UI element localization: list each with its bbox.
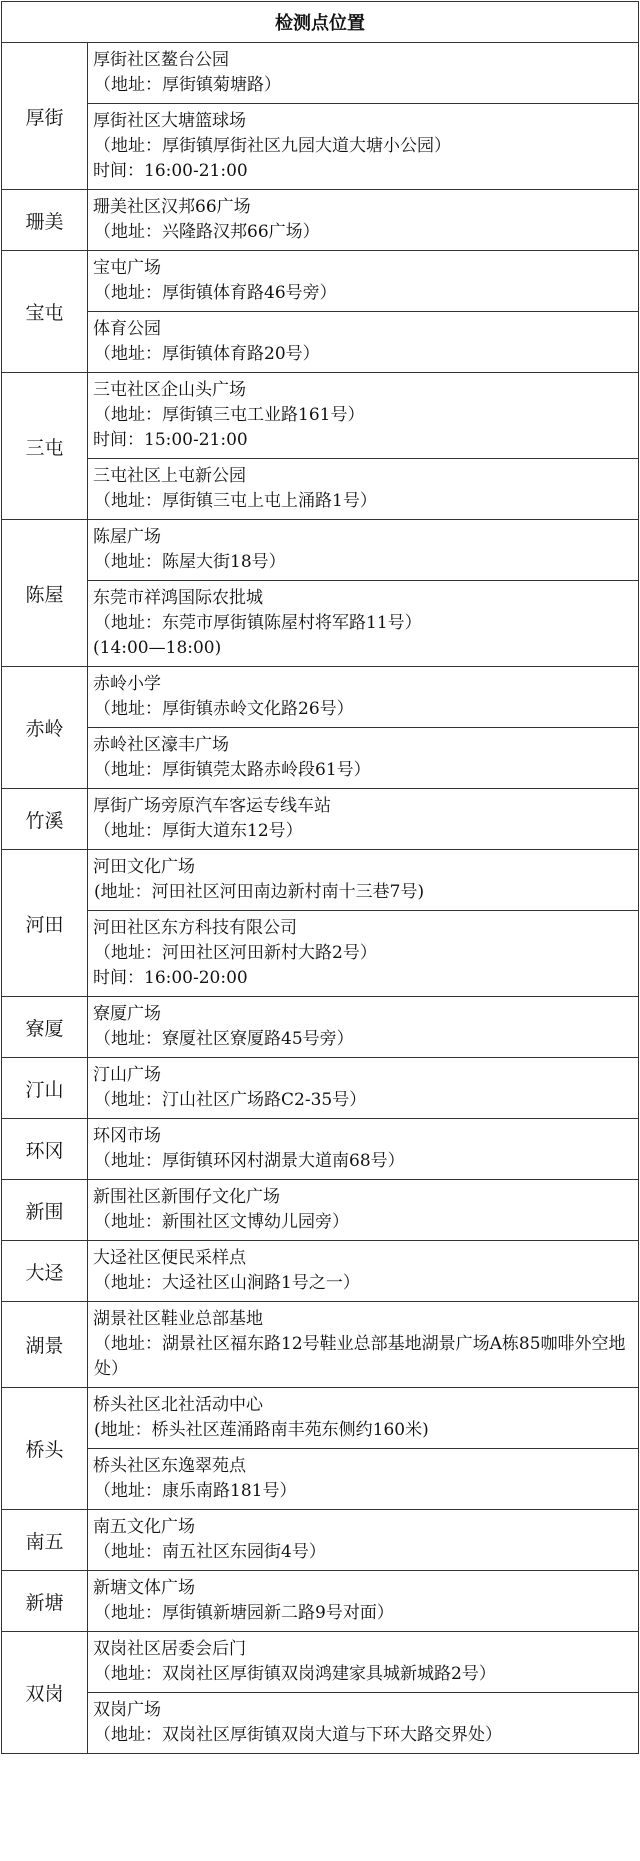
site-address: （地址：厚街镇新塘园新二路9号对面） xyxy=(94,1603,394,1623)
site-name: 厚街广场旁原汽车客运专线车站 xyxy=(93,796,331,816)
table-row xyxy=(2,1241,639,1302)
header-row xyxy=(2,2,639,43)
site-address: （地址：厚街镇莞太路赤岭段61号） xyxy=(94,760,371,780)
table-row xyxy=(2,1302,639,1388)
site-name: 陈屋广场 xyxy=(93,527,161,547)
site-name: 东莞市祥鸿国际农批城 xyxy=(93,588,263,608)
area-name: 陈屋 xyxy=(2,520,88,667)
site-address: （地址：汀山社区广场路C2-35号） xyxy=(94,1090,367,1110)
site-cell xyxy=(88,1632,639,1693)
site-address: （地址：厚街镇体育路20号） xyxy=(94,344,320,364)
site-name: 环冈市场 xyxy=(93,1126,161,1146)
site-cell xyxy=(88,789,639,850)
table-row xyxy=(2,1632,639,1693)
site-hours: 时间：15:00-21:00 xyxy=(93,430,248,450)
site-address: （地址：双岗社区厚街镇双岗大道与下环大路交界处） xyxy=(94,1725,502,1745)
site-cell xyxy=(88,997,639,1058)
site-name: 河田文化广场 xyxy=(93,857,195,877)
site-cell xyxy=(88,1058,639,1119)
site-address: （地址：厚街镇体育路46号旁） xyxy=(94,283,337,303)
area-name: 河田 xyxy=(2,850,88,997)
area-name: 双岗 xyxy=(2,1632,88,1754)
site-name: 大迳社区便民采样点 xyxy=(93,1248,246,1268)
table-row xyxy=(2,667,639,728)
table-row xyxy=(2,728,639,789)
site-address: （地址：南五社区东园街4号） xyxy=(94,1542,326,1562)
area-name: 珊美 xyxy=(2,190,88,251)
site-cell xyxy=(88,1302,639,1388)
site-cell xyxy=(88,251,639,312)
table-row xyxy=(2,312,639,373)
site-name: 新塘文体广场 xyxy=(93,1578,195,1598)
area-name: 环冈 xyxy=(2,1119,88,1180)
site-cell xyxy=(88,520,639,581)
area-name: 寮厦 xyxy=(2,997,88,1058)
table-row xyxy=(2,850,639,911)
area-name: 厚街 xyxy=(2,43,88,190)
site-name: 湖景社区鞋业总部基地 xyxy=(93,1309,263,1329)
site-name: 厚街社区鳌台公园 xyxy=(93,50,229,70)
area-name: 赤岭 xyxy=(2,667,88,789)
site-cell xyxy=(88,104,639,190)
site-name: 寮厦广场 xyxy=(93,1004,161,1024)
table-row xyxy=(2,997,639,1058)
site-address: （地址：河田社区河田新村大路2号） xyxy=(94,943,377,963)
table-row xyxy=(2,43,639,104)
site-name: 三屯社区上屯新公园 xyxy=(93,466,246,486)
site-cell xyxy=(88,1449,639,1510)
site-address: (地址：河田社区河田南边新村南十三巷7号) xyxy=(94,882,425,902)
site-address: （地址：新围社区文博幼儿园旁） xyxy=(94,1212,349,1232)
site-cell xyxy=(88,667,639,728)
site-cell xyxy=(88,728,639,789)
site-cell xyxy=(88,1119,639,1180)
site-name: 体育公园 xyxy=(93,319,161,339)
site-hours: 时间：16:00-21:00 xyxy=(93,161,248,181)
table-row xyxy=(2,1571,639,1632)
table-body xyxy=(2,43,639,1754)
site-name: 赤岭小学 xyxy=(93,674,161,694)
site-address: （地址：大迳社区山涧路1号之一） xyxy=(94,1273,360,1293)
site-address: （地址：厚街镇三屯上屯上涌路1号） xyxy=(94,491,377,511)
site-name: 双岗社区居委会后门 xyxy=(93,1639,246,1659)
site-cell xyxy=(88,1180,639,1241)
table-row xyxy=(2,1510,639,1571)
site-address: （地址：厚街镇赤岭文化路26号） xyxy=(94,699,354,719)
site-address: （地址：湖景社区福东路12号鞋业总部基地湖景广场A栋85咖啡外空地处） xyxy=(94,1334,626,1379)
table-row xyxy=(2,1388,639,1449)
site-name: 新围社区新围仔文化广场 xyxy=(93,1187,280,1207)
site-cell xyxy=(88,1388,639,1449)
site-hours: (14:00—18:00) xyxy=(93,638,222,658)
site-cell xyxy=(88,1510,639,1571)
site-name: 赤岭社区濠丰广场 xyxy=(93,735,229,755)
table-row xyxy=(2,789,639,850)
site-address: （地址：寮厦社区寮厦路45号旁） xyxy=(94,1029,354,1049)
site-name: 汀山广场 xyxy=(93,1065,161,1085)
site-name: 桥头社区东逸翠苑点 xyxy=(93,1456,246,1476)
area-name: 湖景 xyxy=(2,1302,88,1388)
table-row xyxy=(2,520,639,581)
table-row xyxy=(2,911,639,997)
site-address: （地址：陈屋大街18号） xyxy=(94,552,286,572)
area-name: 三屯 xyxy=(2,373,88,520)
site-name: 宝屯广场 xyxy=(93,258,161,278)
site-address: （地址：双岗社区厚街镇双岗鸿建家具城新城路2号） xyxy=(94,1664,496,1684)
area-name: 新塘 xyxy=(2,1571,88,1632)
area-name: 宝屯 xyxy=(2,251,88,373)
table-row xyxy=(2,190,639,251)
area-name: 桥头 xyxy=(2,1388,88,1510)
site-cell xyxy=(88,1571,639,1632)
site-address: （地址：厚街镇三屯工业路161号） xyxy=(94,405,365,425)
site-hours: 时间：16:00-20:00 xyxy=(93,968,248,988)
table-row xyxy=(2,104,639,190)
site-name: 三屯社区企山头广场 xyxy=(93,380,246,400)
site-cell xyxy=(88,459,639,520)
table-row xyxy=(2,581,639,667)
site-cell xyxy=(88,850,639,911)
site-address: （地址：东莞市厚街镇陈屋村将军路11号） xyxy=(94,613,422,633)
site-name: 桥头社区北社活动中心 xyxy=(93,1395,263,1415)
site-address: （地址：兴隆路汉邦66广场） xyxy=(94,222,320,242)
table-row xyxy=(2,373,639,459)
site-name: 双岗广场 xyxy=(93,1700,161,1720)
site-cell xyxy=(88,911,639,997)
area-name: 竹溪 xyxy=(2,789,88,850)
site-name: 厚街社区大塘篮球场 xyxy=(93,111,246,131)
site-name: 河田社区东方科技有限公司 xyxy=(93,918,297,938)
site-address: （地址：厚街大道东12号） xyxy=(94,821,303,841)
area-name: 汀山 xyxy=(2,1058,88,1119)
area-name: 新围 xyxy=(2,1180,88,1241)
testing-sites-table xyxy=(1,1,639,1754)
site-cell xyxy=(88,1693,639,1754)
table-row xyxy=(2,251,639,312)
table-row xyxy=(2,459,639,520)
site-cell xyxy=(88,312,639,373)
site-cell xyxy=(88,1241,639,1302)
site-address: （地址：康乐南路181号） xyxy=(94,1481,297,1501)
area-name: 大迳 xyxy=(2,1241,88,1302)
table-row xyxy=(2,1058,639,1119)
site-address: （地址：厚街镇环冈村湖景大道南68号） xyxy=(94,1151,405,1171)
table-row xyxy=(2,1180,639,1241)
site-address: (地址：桥头社区莲涌路南丰苑东侧约160米) xyxy=(94,1420,429,1440)
table-row xyxy=(2,1119,639,1180)
site-cell xyxy=(88,581,639,667)
area-name: 南五 xyxy=(2,1510,88,1571)
site-address: （地址：厚街镇菊塘路） xyxy=(94,75,281,95)
site-cell xyxy=(88,190,639,251)
table-row xyxy=(2,1693,639,1754)
site-name: 南五文化广场 xyxy=(93,1517,195,1537)
site-address: （地址：厚街镇厚街社区九园大道大塘小公园） xyxy=(94,136,451,156)
table-row xyxy=(2,1449,639,1510)
site-cell xyxy=(88,373,639,459)
site-name: 珊美社区汉邦66广场 xyxy=(93,197,251,217)
site-cell xyxy=(88,43,639,104)
table-header: 检测点位置 xyxy=(2,2,639,43)
